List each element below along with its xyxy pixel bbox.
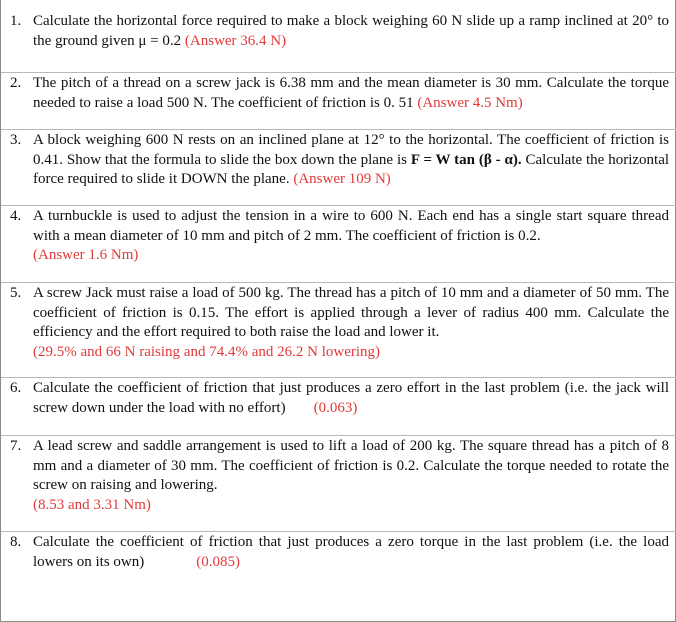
question-text: A lead screw and saddle arrangement is used to lift a load of 200 kg. The square thread has a pitch of 8 mm and a diameter of 30 mm. The coefficient of friction is 0.2. Calculate the torque needed to rotate the screw on raising and lowering. [33, 438, 669, 493]
question-body [33, 379, 669, 418]
answer-text: (0.063) [313, 399, 358, 416]
question-2 [1, 72, 676, 111]
question-text: Calculate the horizontal force required to make a block weighing 60 N slide up a ramp inclined at 20° to the ground given μ = 0.2 [33, 13, 669, 49]
question-text: Calculate the coefficient of friction that just produces a zero torque in the last problem (i.e. the load lowers on its own) [33, 534, 669, 570]
question-text-continued: Calculate the horizontal force required to slide it DOWN the plane. [33, 151, 670, 187]
question-text: A block weighing 600 N rests on an inclined plane at 12° to the horizontal. The coefficient of friction is 0.41. Show that the formula to slide the box down the plane is [33, 132, 669, 168]
formula-text: F = W tan (β - α). [410, 151, 522, 168]
answer-text: (Answer 109 N) [293, 171, 391, 187]
question-number: 3. [10, 132, 22, 148]
question-8 [1, 531, 676, 570]
question-number: 1. [10, 13, 22, 29]
answer-text: (8.53 and 3.31 Nm) [33, 496, 151, 513]
question-number: 2. [10, 75, 22, 91]
question-5 [1, 282, 676, 360]
question-body [33, 437, 669, 515]
answer-text: (Answer 4.5 Nm) [417, 94, 523, 111]
question-3 [1, 129, 676, 187]
question-text: A screw Jack must raise a load of 500 kg. The thread has a pitch of 10 mm and a diameter of 50 mm. The coefficient of friction is 0.15. The effort is applied through a lever of radius 400 mm. Calculate the efficiency and the effort required to both raise the load and lower it. [33, 285, 669, 340]
question-4 [1, 205, 676, 263]
question-number: 7. [10, 438, 22, 454]
question-number: 6. [10, 380, 22, 396]
question-body [33, 207, 669, 266]
question-body [33, 12, 669, 51]
answer-text: (Answer 36.4 N) [184, 32, 287, 49]
answer-text: (Answer 1.6 Nm) [33, 247, 139, 263]
answer-text: (0.085) [196, 553, 240, 570]
question-number: 8. [10, 534, 22, 550]
question-body [33, 74, 669, 113]
question-body [33, 533, 669, 572]
question-body [33, 131, 669, 190]
question-text: Calculate the coefficient of friction that just produces a zero effort in the last problem (i.e. the jack will screw down under the load with no effort) [33, 380, 669, 416]
question-text: A turnbuckle is used to adjust the tension in a wire to 600 N. Each end has a single start square thread with a mean diameter of 10 mm and pitch of 2 mm. The coefficient of friction is 0.2. [33, 208, 669, 244]
question-7 [1, 435, 676, 513]
answer-text: (29.5% and 66 N raising and 74.4% and 26.2 N lowering) [33, 343, 381, 360]
question-number: 5. [10, 285, 22, 301]
question-number: 4. [10, 208, 22, 224]
question-text: The pitch of a thread on a screw jack is 6.38 mm and the mean diameter is 30 mm. Calculate the torque needed to raise a load 500 N. The coefficient of friction is 0. 51 [33, 75, 669, 111]
question-6 [1, 377, 676, 416]
question-body [33, 284, 669, 362]
